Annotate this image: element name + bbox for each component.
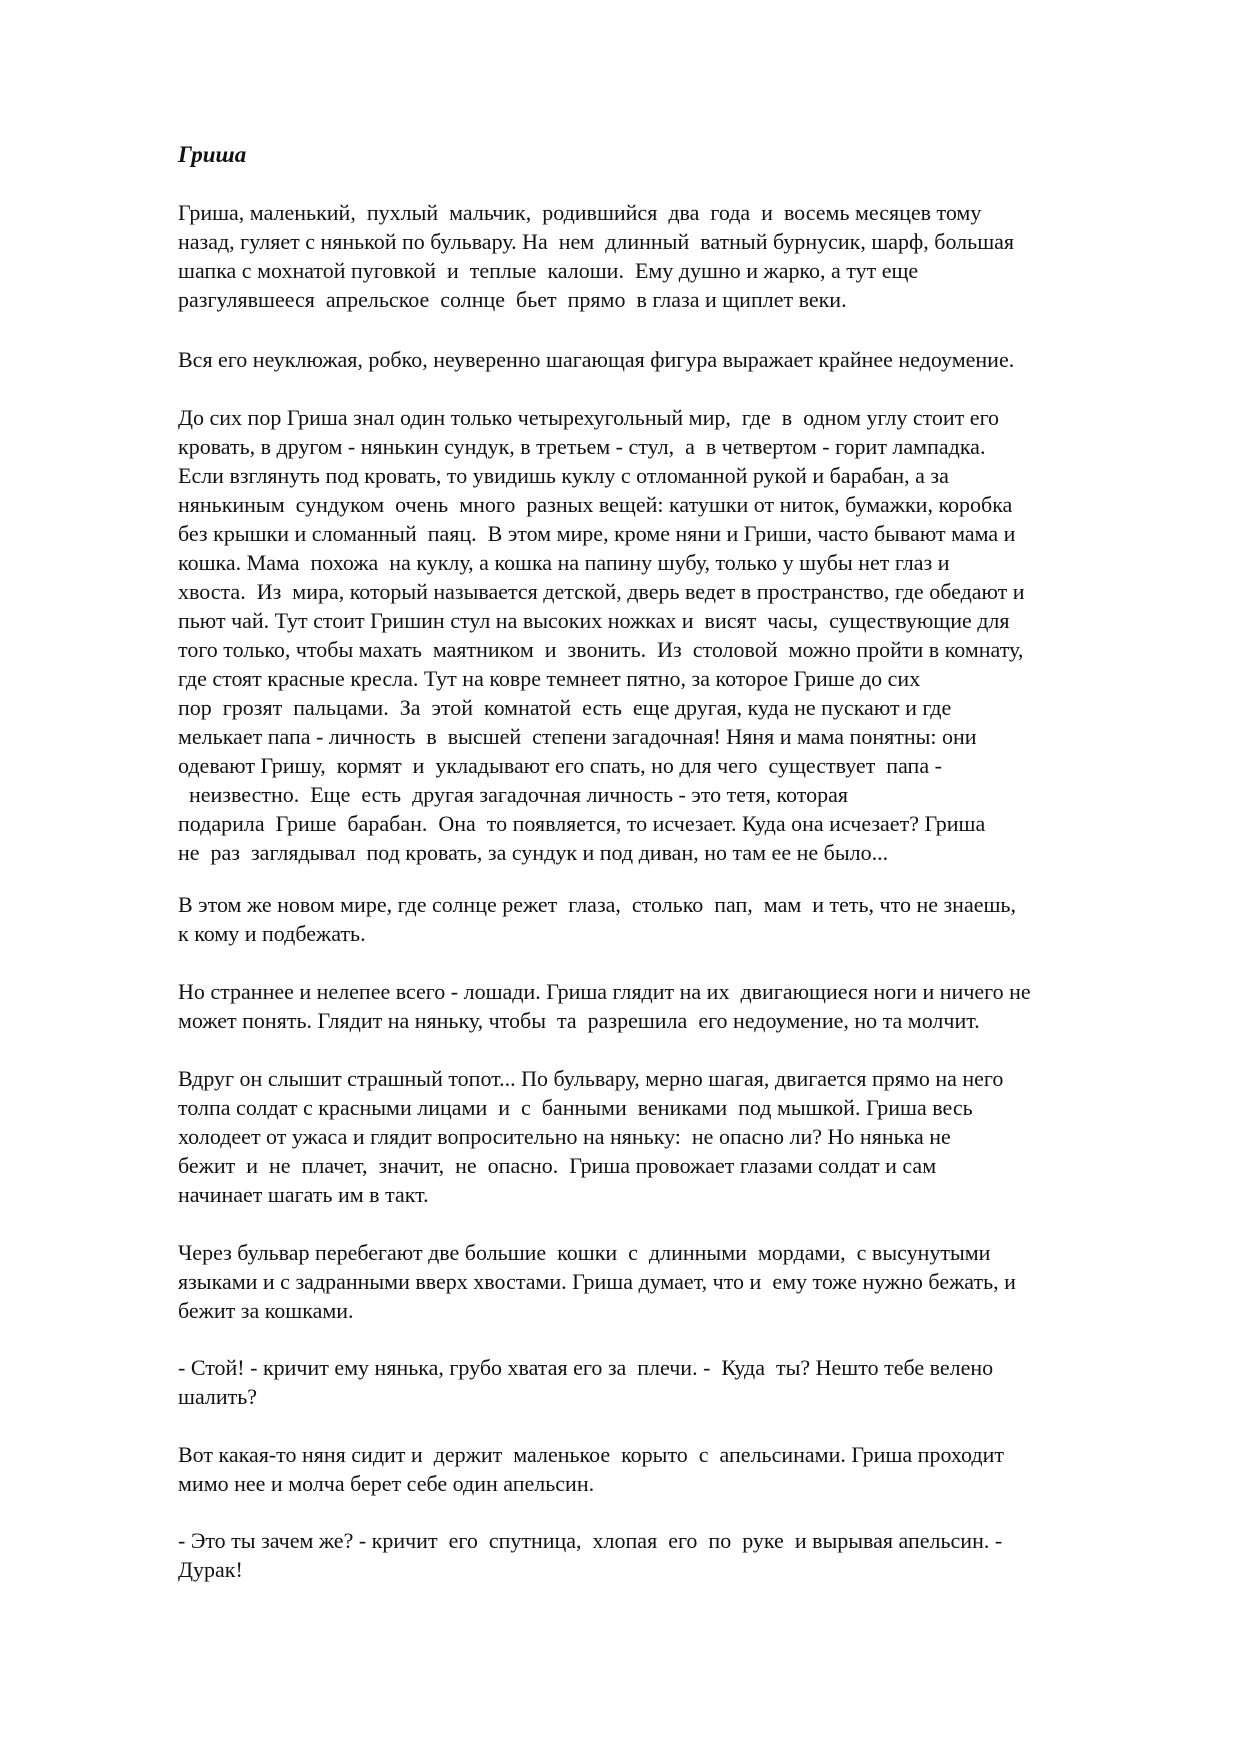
text-line: кошка. Мама похожа на куклу, а кошка на папину шубу, только у шубы нет глаз и bbox=[178, 550, 950, 575]
paragraph-8 bbox=[178, 1353, 993, 1411]
text-line: разгулявшееся апрельское солнце бьет прямо в глаза и щиплет веки. bbox=[178, 287, 847, 312]
paragraph-9 bbox=[178, 1440, 1004, 1498]
text-line: одевают Гришу, кормят и укладывают его спать, но для чего существует папа - bbox=[178, 753, 942, 778]
text-line: бежит за кошками. bbox=[178, 1298, 354, 1323]
text-line: В этом же новом мире, где солнце режет глаза, столько пап, мам и теть, что не знаешь, bbox=[178, 892, 1016, 917]
text-line: Если взглянуть под кровать, то увидишь куклу с отломанной рукой и барабан, а за bbox=[178, 463, 949, 488]
text-line: подарила Грише барабан. Она то появляется, то исчезает. Куда она исчезает? Гриша bbox=[178, 811, 986, 836]
text-line: Гриша, маленький, пухлый мальчик, родившийся два года и восемь месяцев тому bbox=[178, 200, 982, 225]
text-line: назад, гуляет с нянькой по бульвару. На нем длинный ватный бурнусик, шарф, большая bbox=[178, 229, 1015, 254]
text-line: - Это ты зачем же? - кричит его спутница, хлопая его по руке и вырывая апельсин. - bbox=[178, 1528, 1003, 1553]
paragraph-1 bbox=[178, 198, 1014, 314]
paragraph-5 bbox=[178, 977, 1031, 1035]
text-line: где стоят красные кресла. Тут на ковре темнеет пятно, за которое Грише до сих bbox=[178, 666, 921, 691]
text-line: не раз заглядывал под кровать, за сундук и под диван, но там ее не было... bbox=[178, 840, 889, 865]
text-line: толпа солдат с красными лицами и с банными вениками под мышкой. Гриша весь bbox=[178, 1095, 973, 1120]
text-line: Через бульвар перебегают две большие кошки с длинными мордами, с высунутыми bbox=[178, 1240, 991, 1265]
text-line: До сих пор Гриша знал один только четырехугольный мир, где в одном углу стоит его bbox=[178, 405, 1000, 430]
text-line: Вся его неуклюжая, робко, неуверенно шагающая фигура выражает крайнее недоумение. bbox=[178, 347, 1015, 372]
text-line: - Стой! - кричит ему нянька, грубо хватая его за плечи. - Куда ты? Нешто тебе велено bbox=[178, 1355, 994, 1380]
text-line: начинает шагать им в такт. bbox=[178, 1182, 429, 1207]
text-line: мелькает папа - личность в высшей степени загадочная! Няня и мама понятны: они bbox=[178, 724, 977, 749]
paragraph-7 bbox=[178, 1238, 1016, 1325]
text-line: без крышки и сломанный паяц. В этом мире, кроме няни и Гриши, часто бывают мама и bbox=[178, 521, 1016, 546]
text-line: нянькиным сундуком очень много разных вещей: катушки от ниток, бумажки, коробка bbox=[178, 492, 1013, 517]
paragraph-10 bbox=[178, 1526, 1002, 1584]
paragraph-4 bbox=[178, 890, 1016, 948]
text-line: пор грозят пальцами. За этой комнатой есть еще другая, куда не пускают и где bbox=[178, 695, 952, 720]
text-line: Вдруг он слышит страшный топот... По бульвару, мерно шагая, двигается прямо на него bbox=[178, 1066, 1004, 1091]
text-line: может понять. Глядит на няньку, чтобы та разрешила его недоумение, но та молчит. bbox=[178, 1008, 980, 1033]
text-line: Но страннее и нелепее всего - лошади. Гриша глядит на их двигающиеся ноги и ничего не bbox=[178, 979, 1031, 1004]
paragraph-2 bbox=[178, 345, 1014, 374]
text-line: холодеет от ужаса и глядит вопросительно на няньку: не опасно ли? Но нянька не bbox=[178, 1124, 951, 1149]
paragraph-6 bbox=[178, 1064, 1003, 1209]
document-title: Гриша bbox=[178, 142, 247, 167]
text-line: мимо нее и молча берет себе один апельсин. bbox=[178, 1471, 595, 1496]
text-line: к кому и подбежать. bbox=[178, 921, 366, 946]
text-line: кровать, в другом - нянькин сундук, в третьем - стул, а в четвертом - горит лампадка. bbox=[178, 434, 986, 459]
text-line: языками и с задранными вверх хвостами. Гриша думает, что и ему тоже нужно бежать, и bbox=[178, 1269, 1016, 1294]
text-line: шалить? bbox=[178, 1384, 258, 1409]
text-line: неизвестно. Еще есть другая загадочная личность - это тетя, которая bbox=[178, 782, 848, 807]
text-line: хвоста. Из мира, который называется детской, дверь ведет в пространство, где обедают и bbox=[178, 579, 1025, 604]
text-line: пьют чай. Тут стоит Гришин стул на высоких ножках и висят часы, существующие для bbox=[178, 608, 1010, 633]
text-line: шапка с мохнатой пуговкой и теплые калоши. Ему душно и жарко, а тут еще bbox=[178, 258, 919, 283]
text-line: Дурак! bbox=[178, 1557, 243, 1582]
text-line: того только, чтобы махать маятником и звонить. Из столовой можно пройти в комнату, bbox=[178, 637, 1024, 662]
text-line: бежит и не плачет, значит, не опасно. Гриша провожает глазами солдат и сам bbox=[178, 1153, 937, 1178]
text-line: Вот какая-то няня сидит и держит маленькое корыто с апельсинами. Гриша проходит bbox=[178, 1442, 1004, 1467]
paragraph-3 bbox=[178, 403, 1025, 867]
